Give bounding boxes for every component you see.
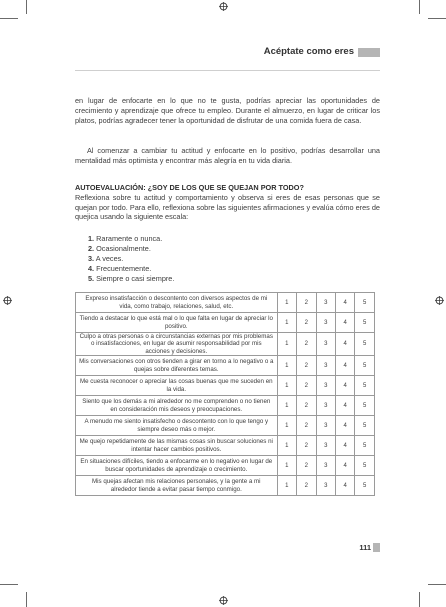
rating-option-2[interactable]: 2 [297, 376, 316, 396]
rating-option-5[interactable]: 5 [355, 476, 375, 496]
header-accent-bar [358, 48, 380, 57]
crop-mark [428, 584, 446, 585]
rating-option-1[interactable]: 1 [277, 356, 296, 376]
rating-option-1[interactable]: 1 [277, 293, 296, 313]
table-row [76, 396, 375, 416]
crop-mark [26, 592, 27, 607]
statement-cell: Mis quejas afectan mis relaciones personales, y la gente a mi alrededor tiende a evitar pasar tiempo conmigo. [76, 476, 278, 496]
rating-scale-list [88, 234, 174, 284]
rating-option-2[interactable]: 2 [297, 456, 316, 476]
statement-cell: En situaciones difíciles, tiendo a enfocarme en lo negativo en lugar de buscar oportunidades de aprendizaje o crecimiento. [76, 456, 278, 476]
header-rule [75, 70, 380, 71]
scale-item-label: Frecuentemente. [96, 263, 152, 273]
statement-cell: A menudo me siento insatisfecho o descontento con lo que tengo y siempre deseo más o mejor. [76, 416, 278, 436]
scale-item-label: Ocasionalmente. [96, 243, 151, 253]
rating-option-4[interactable]: 4 [335, 456, 354, 476]
scale-item-number: 5. [88, 273, 95, 283]
running-header [75, 46, 380, 60]
rating-option-5[interactable]: 5 [355, 356, 375, 376]
table-row [76, 356, 375, 376]
table-row [76, 333, 375, 356]
registration-mark-icon [219, 596, 228, 605]
rating-option-4[interactable]: 4 [335, 376, 354, 396]
registration-mark-icon [219, 2, 228, 11]
rating-option-5[interactable]: 5 [355, 436, 375, 456]
rating-option-4[interactable]: 4 [335, 436, 354, 456]
rating-option-2[interactable]: 2 [297, 396, 316, 416]
table-row [76, 476, 375, 496]
rating-option-2[interactable]: 2 [297, 313, 316, 333]
rating-option-3[interactable]: 3 [316, 333, 335, 356]
scale-item-number: 2. [88, 243, 95, 253]
rating-option-2[interactable]: 2 [297, 416, 316, 436]
rating-option-5[interactable]: 5 [355, 333, 375, 356]
statement-cell: Tiendo a destacar lo que está mal o lo que falta en lugar de apreciar lo positivo. [76, 313, 278, 333]
scale-item [88, 254, 174, 264]
scale-item-number: 3. [88, 253, 95, 263]
rating-option-4[interactable]: 4 [335, 293, 354, 313]
table-row [76, 416, 375, 436]
rating-option-1[interactable]: 1 [277, 333, 296, 356]
rating-option-5[interactable]: 5 [355, 376, 375, 396]
rating-option-3[interactable]: 3 [316, 416, 335, 436]
statement-cell: Me quejo repetidamente de las mismas cosas sin buscar soluciones ni intentar hacer cambios positivos. [76, 436, 278, 456]
rating-option-2[interactable]: 2 [297, 293, 316, 313]
rating-option-3[interactable]: 3 [316, 476, 335, 496]
rating-option-2[interactable]: 2 [297, 356, 316, 376]
rating-option-5[interactable]: 5 [355, 416, 375, 436]
rating-option-2[interactable]: 2 [297, 333, 316, 356]
body-paragraph: Al comenzar a cambiar tu actitud y enfocarte en lo positivo, podrías desarrollar una mentalidad más optimista y encontrar más alegría en tu vida diaria. [75, 146, 380, 165]
statement-cell: Culpo a otras personas o a circunstancias externas por mis problemas o insatisfacciones, en lugar de asumir responsabilidad por mis acciones y decisiones. [76, 333, 278, 356]
scale-item-number: 1. [88, 234, 95, 243]
scale-item [88, 264, 174, 274]
table-row [76, 293, 375, 313]
scale-item-label: Siempre o casi siempre. [96, 273, 175, 283]
rating-option-4[interactable]: 4 [335, 416, 354, 436]
crop-mark [0, 18, 18, 19]
rating-option-3[interactable]: 3 [316, 456, 335, 476]
rating-option-4[interactable]: 4 [335, 313, 354, 333]
crop-mark [26, 0, 27, 14]
scale-item-number: 4. [88, 263, 95, 273]
rating-option-3[interactable]: 3 [316, 313, 335, 333]
table-row [76, 376, 375, 396]
rating-option-3[interactable]: 3 [316, 396, 335, 416]
rating-option-3[interactable]: 3 [316, 293, 335, 313]
rating-option-2[interactable]: 2 [297, 436, 316, 456]
rating-option-1[interactable]: 1 [277, 456, 296, 476]
rating-option-5[interactable]: 5 [355, 396, 375, 416]
self-evaluation-table [75, 292, 375, 496]
rating-option-4[interactable]: 4 [335, 476, 354, 496]
scale-item-label: Raramente o nunca. [96, 234, 163, 243]
rating-option-5[interactable]: 5 [355, 456, 375, 476]
rating-option-1[interactable]: 1 [277, 376, 296, 396]
section-title: AUTOEVALUACIÓN: ¿SOY DE LOS QUE SE QUEJAN POR TODO? [75, 183, 304, 192]
page-number: 111 [359, 543, 371, 552]
crop-mark [0, 584, 18, 585]
rating-option-4[interactable]: 4 [335, 396, 354, 416]
rating-option-1[interactable]: 1 [277, 436, 296, 456]
self-evaluation-section [75, 183, 380, 222]
section-intro: Reflexiona sobre tu actitud y comportamiento y observa si eres de esas personas que se quejan por todo. Para ello, reflexiona sobre las siguientes afirmaciones y evalúa cómo eres de quejica usando la siguiente escala: [75, 192, 380, 222]
registration-mark-icon [3, 296, 12, 305]
crop-mark [428, 18, 446, 19]
rating-option-2[interactable]: 2 [297, 476, 316, 496]
running-header-title: Acéptate como eres [263, 46, 354, 57]
body-paragraph: en lugar de enfocarte en lo que no te gusta, podrías apreciar las oportunidades de crecimiento y aprendizaje que ofrece tu empleo. Durante el almuerzo, en lugar de criticar los platos, podrías agradecer tener la oportunidad de disfrutar de una comida fuera de casa. [75, 96, 380, 125]
table-row [76, 456, 375, 476]
registration-mark-icon [435, 296, 444, 305]
statement-cell: Mis conversaciones con otros tienden a girar en torno a lo negativo o a quejas sobre diferentes temas. [76, 356, 278, 376]
scale-item [88, 274, 174, 284]
crop-mark [419, 592, 420, 607]
statement-cell: Siento que los demás a mi alrededor no me comprenden o no tienen en consideración mis deseos y preocupaciones. [76, 396, 278, 416]
rating-option-4[interactable]: 4 [335, 356, 354, 376]
rating-option-3[interactable]: 3 [316, 376, 335, 396]
scale-item [88, 244, 174, 254]
table-row [76, 436, 375, 456]
rating-option-1[interactable]: 1 [277, 396, 296, 416]
rating-option-1[interactable]: 1 [277, 416, 296, 436]
table-row [76, 313, 375, 333]
statement-cell: Me cuesta reconocer o apreciar las cosas buenas que me suceden en la vida. [76, 376, 278, 396]
rating-option-5[interactable]: 5 [355, 313, 375, 333]
page-number-accent-bar [373, 543, 380, 552]
rating-option-4[interactable]: 4 [335, 333, 354, 356]
rating-option-5[interactable]: 5 [355, 293, 375, 313]
scale-item-label: A veces. [95, 253, 124, 263]
rating-option-3[interactable]: 3 [316, 436, 335, 456]
rating-option-1[interactable]: 1 [277, 313, 296, 333]
rating-option-1[interactable]: 1 [277, 476, 296, 496]
crop-mark [419, 0, 420, 14]
rating-option-3[interactable]: 3 [316, 356, 335, 376]
scale-item [88, 234, 174, 244]
statement-cell: Expreso insatisfacción o descontento con diversos aspectos de mi vida, como trabajo, relaciones, salud, etc. [76, 293, 278, 313]
